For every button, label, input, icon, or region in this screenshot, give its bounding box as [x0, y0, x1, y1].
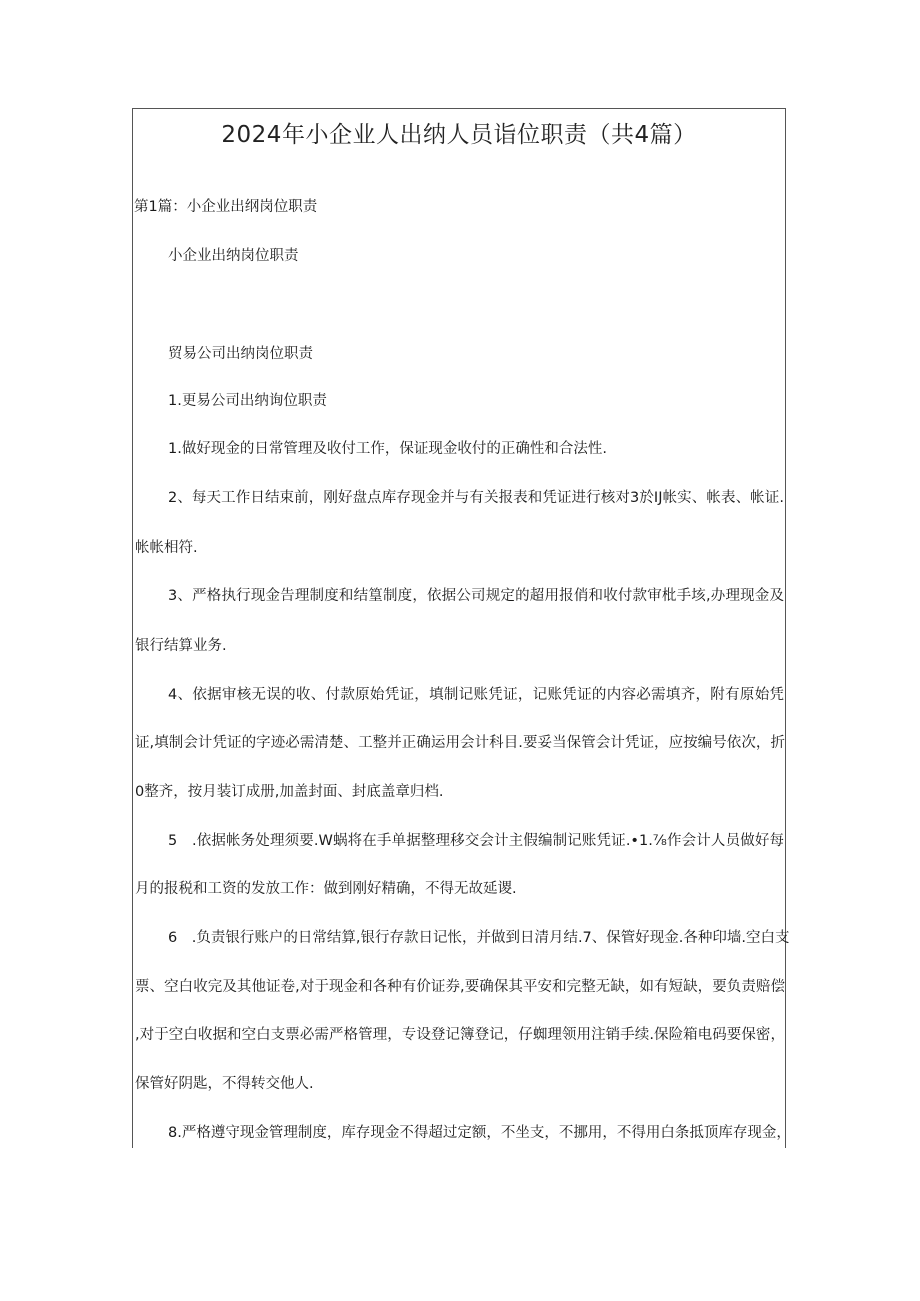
item-heading: 1.更易公司出纳询位职责: [168, 393, 327, 409]
paragraph-2-line-2: 帐帐相符.: [135, 540, 198, 556]
document-title: 2024年小企业人出纳人员诣位职责（共4篇）: [221, 122, 697, 148]
trade-heading: 贸易公司出纳岗位职责: [168, 346, 313, 362]
paragraph-5-line-2: 月的报税和工资的发放工作：做到刚好精确，不得无故延谡.: [135, 881, 517, 897]
paragraph-4-line-3: 0整齐，按月装订成册,加盖封面、封底盖章归档.: [135, 784, 444, 800]
paragraph-5-line-1: 5 .依据帐务处理须要.W蜗将在手单据整理移交会计主假编制记账凭证.•1.⅞作会计人员做好每: [168, 833, 784, 849]
paragraph-1: 1.做好现金的日常管理及收付工作，保证现金收付的正确性和合法性.: [168, 441, 607, 457]
paragraph-4-line-1: 4、依据审核无误的收、付款原始凭证，填制记账凭证，记账凭证的内容必需填齐，附有原始凭: [168, 687, 784, 703]
paragraph-8-line-1: 8.严格遵守现金管理制度，库存现金不得超过定额，不坐支，不挪用，不得用白条抵顶库存现金，: [168, 1125, 791, 1141]
paragraph-4-line-2: 证,填制会计凭证的字迹必需清楚、工整并正确运用会计科目.要妥当保管会计凭证，应按编号依次，折: [135, 735, 785, 751]
paragraph-6-line-2: 票、空白收完及其他证卷,对于现金和各种有价证券,要确保其平安和完整无缺，如有短缺，要负责赔偿: [135, 979, 785, 995]
paragraph-6-line-4: 保管好阴匙，不得转交他人.: [135, 1076, 314, 1092]
document-subtitle: 小企业出纳岗位职责: [168, 248, 299, 264]
paragraph-2-line-1: 2、每天工作日结束前，刚好盘点库存现金并与有关报表和凭证进行核对3於IJ帐实、帐表、帐证.: [168, 490, 784, 506]
section-heading: 第1篇：小企业出纲岗位职责: [134, 199, 318, 215]
paragraph-3-line-2: 银行结算业务.: [135, 638, 227, 654]
paragraph-6-line-3: ,对于空白收据和空白支票必需严格管理，专设登记簿登记，仔蜘理领用注销手续.保险箱电码要保密，: [135, 1027, 785, 1043]
paragraph-3-line-1: 3、严格执行现金告理制度和结篁制度，依据公司规定的超用报俏和收付款审枇手垓,办理现金及: [168, 588, 784, 604]
paragraph-6-line-1: 6 .负责银行账户的日常结算,银行存款日记怅，并做到日清月结.7、保管好现金.各种印墙.空白支: [168, 930, 790, 946]
